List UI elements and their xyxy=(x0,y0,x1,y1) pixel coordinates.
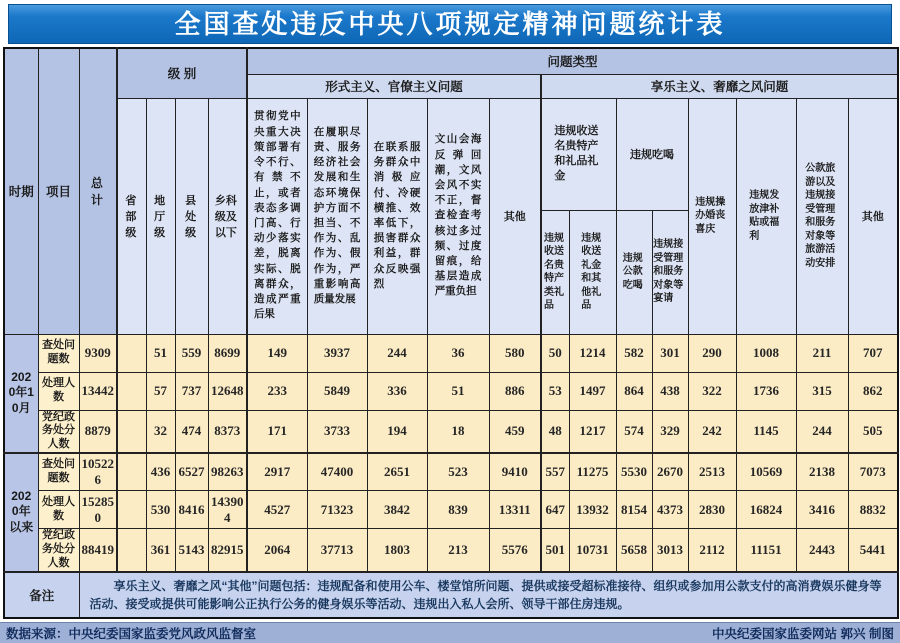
data-cell: 707 xyxy=(848,334,898,372)
data-cell: 886 xyxy=(489,372,541,410)
table-header xyxy=(4,48,898,334)
data-cell: 1736 xyxy=(736,372,796,410)
data-cell: 242 xyxy=(688,410,736,453)
data-cell: 559 xyxy=(175,334,208,372)
data-cell: 211 xyxy=(796,334,848,372)
col-header-level-township xyxy=(208,98,247,334)
data-cell xyxy=(117,529,146,572)
data-cell: 647 xyxy=(541,491,569,529)
table-row xyxy=(4,372,898,410)
data-cell: 12648 xyxy=(208,372,247,410)
data-cell: 2443 xyxy=(796,529,848,572)
col-header-formalism-4 xyxy=(427,98,489,334)
data-cell: 361 xyxy=(146,529,175,572)
row-label: 查处问题数 xyxy=(38,453,79,491)
data-cell: 244 xyxy=(796,410,848,453)
formalism-2-label: 在履职尽责、服务经济社会发展和生态环境保护方面不担当、不作为、乱作为、假作为，严重影响高质量发展 xyxy=(313,125,361,306)
row-label: 党纪政务处分人数 xyxy=(38,529,79,572)
data-cell: 53 xyxy=(541,372,569,410)
table-row xyxy=(4,529,898,572)
note-label: 备注 xyxy=(4,572,79,618)
data-cell xyxy=(117,334,146,372)
data-cell: 11151 xyxy=(736,529,796,572)
col-group-formalism: 形式主义、官僚主义问题 xyxy=(247,74,541,98)
note-row xyxy=(4,572,898,618)
chart-credit: 中央纪委国家监委网站 郭兴 制图 xyxy=(712,626,894,641)
weddings-funerals-label: 违规操办婚丧喜庆 xyxy=(695,196,726,235)
data-cell: 557 xyxy=(541,453,569,491)
col-header-formalism-3 xyxy=(367,98,427,334)
data-cell: 737 xyxy=(175,372,208,410)
data-source: 数据来源：中央纪委国家监委党风政风监督室 xyxy=(6,626,257,641)
table-body xyxy=(4,334,898,618)
level-township-label: 乡科级及以下 xyxy=(214,195,237,239)
col-group-problem-type: 问题类型 xyxy=(247,48,898,74)
col-header-period: 时期 xyxy=(4,48,38,334)
data-cell: 6527 xyxy=(175,453,208,491)
row-label: 处理人数 xyxy=(38,491,79,529)
data-cell xyxy=(117,453,146,491)
data-cell: 474 xyxy=(175,410,208,453)
data-cell: 233 xyxy=(247,372,307,410)
col-header-level-prefecture xyxy=(146,98,175,334)
data-cell: 71323 xyxy=(307,491,367,529)
data-cell: 459 xyxy=(489,410,541,453)
gift-cash-label: 违规收送礼金和其他礼品 xyxy=(581,232,602,311)
data-cell: 3842 xyxy=(367,491,427,529)
data-cell: 2670 xyxy=(652,453,688,491)
data-cell: 11275 xyxy=(569,453,616,491)
data-cell: 3013 xyxy=(652,529,688,572)
data-cell: 3733 xyxy=(307,410,367,453)
data-cell xyxy=(117,491,146,529)
data-cell: 301 xyxy=(652,334,688,372)
period-cell: 2020年以来 xyxy=(4,453,38,572)
data-cell: 580 xyxy=(489,334,541,372)
data-cell xyxy=(117,372,146,410)
data-cell: 315 xyxy=(796,372,848,410)
period-cell: 2020年10月 xyxy=(4,334,38,453)
col-header-gift-cash xyxy=(569,210,616,334)
table-row xyxy=(4,410,898,453)
data-cell: 2513 xyxy=(688,453,736,491)
data-cell: 5441 xyxy=(848,529,898,572)
row-label: 党纪政务处分人数 xyxy=(38,410,79,453)
data-cell xyxy=(117,410,146,453)
data-cell: 505 xyxy=(848,410,898,453)
data-cell: 57 xyxy=(146,372,175,410)
table-row xyxy=(4,453,898,491)
data-cell: 82915 xyxy=(208,529,247,572)
data-cell: 438 xyxy=(652,372,688,410)
data-cell: 322 xyxy=(688,372,736,410)
level-county-label: 县处级 xyxy=(185,195,197,239)
data-cell: 51 xyxy=(427,372,489,410)
data-cell: 88419 xyxy=(79,529,117,572)
data-cell: 864 xyxy=(616,372,652,410)
data-cell: 1214 xyxy=(569,334,616,372)
data-cell: 2830 xyxy=(688,491,736,529)
data-cell: 9309 xyxy=(79,334,117,372)
col-header-gift-specialty xyxy=(541,210,569,334)
data-cell: 2112 xyxy=(688,529,736,572)
data-cell: 523 xyxy=(427,453,489,491)
data-cell: 1497 xyxy=(569,372,616,410)
data-cell: 582 xyxy=(616,334,652,372)
data-cell: 3416 xyxy=(796,491,848,529)
row-label: 查处问题数 xyxy=(38,334,79,372)
table-row xyxy=(4,334,898,372)
data-cell: 8416 xyxy=(175,491,208,529)
col-header-dining-public-funds xyxy=(616,210,652,334)
col-header-level-county xyxy=(175,98,208,334)
data-cell: 290 xyxy=(688,334,736,372)
col-group-hedonism: 享乐主义、奢靡之风问题 xyxy=(541,74,898,98)
data-cell: 8832 xyxy=(848,491,898,529)
data-cell: 51 xyxy=(146,334,175,372)
col-header-hedonism-other: 其他 xyxy=(848,98,898,334)
col-header-formalism-other: 其他 xyxy=(489,98,541,334)
note-text: 享乐主义、奢靡之风“其他”问题包括：违规配备和使用公车、楼堂馆所问题、提供或接受超标准接待、组织或参加用公款支付的高消费娱乐健身等活动、接受或提供可能影响公正执行公务的健身娱乐等活动、违规出入私人会所、领导干部住房违规。 xyxy=(79,572,898,618)
data-cell: 48 xyxy=(541,410,569,453)
data-cell: 9410 xyxy=(489,453,541,491)
header-row-subgroups xyxy=(4,98,898,210)
data-cell: 1803 xyxy=(367,529,427,572)
data-cell: 2138 xyxy=(796,453,848,491)
data-cell: 7073 xyxy=(848,453,898,491)
dining-public-funds-label: 违规公款吃喝 xyxy=(622,252,643,291)
data-cell: 2917 xyxy=(247,453,307,491)
level-province-label: 省部级 xyxy=(125,195,137,239)
data-cell: 194 xyxy=(367,410,427,453)
data-cell: 5143 xyxy=(175,529,208,572)
col-header-total-label: 总计 xyxy=(90,176,103,208)
data-cell: 501 xyxy=(541,529,569,572)
data-cell: 574 xyxy=(616,410,652,453)
gifts-group-label: 违规收送名贵特产和礼品礼金 xyxy=(554,125,599,182)
col-header-level-province xyxy=(117,98,146,334)
data-cell: 244 xyxy=(367,334,427,372)
header-row-groups xyxy=(4,48,898,74)
data-cell: 32 xyxy=(146,410,175,453)
data-cell: 530 xyxy=(146,491,175,529)
table-row xyxy=(4,491,898,529)
data-cell: 436 xyxy=(146,453,175,491)
formalism-3-label: 在联系服务群众中消极应付、冷硬横推、效率低下，损害群众利益，群众反映强烈 xyxy=(373,140,421,290)
formalism-4-label: 文山会海反弹回潮，文风会风不实不正，督查检查考核过多过频、过度留痕，给基层造成严重负担 xyxy=(434,133,482,298)
data-cell: 5658 xyxy=(616,529,652,572)
data-cell: 4373 xyxy=(652,491,688,529)
data-cell: 36 xyxy=(427,334,489,372)
dining-banquets-label: 违规接受管理和服务对象等宴请 xyxy=(653,239,684,305)
data-cell: 3937 xyxy=(307,334,367,372)
statistics-table xyxy=(3,47,899,619)
data-cell: 13932 xyxy=(569,491,616,529)
data-cell: 171 xyxy=(247,410,307,453)
data-cell: 8699 xyxy=(208,334,247,372)
data-cell: 50 xyxy=(541,334,569,372)
page-title: 全国查处违反中央八项规定精神问题统计表 xyxy=(8,4,892,44)
data-cell: 4527 xyxy=(247,491,307,529)
col-header-dining-banquets xyxy=(652,210,688,334)
col-header-formalism-2 xyxy=(307,98,367,334)
data-cell: 839 xyxy=(427,491,489,529)
allowances-label: 违规发放津补贴或福利 xyxy=(749,190,780,242)
data-cell: 336 xyxy=(367,372,427,410)
data-cell: 149 xyxy=(247,334,307,372)
data-cell: 2651 xyxy=(367,453,427,491)
data-cell: 16824 xyxy=(736,491,796,529)
data-cell: 1145 xyxy=(736,410,796,453)
level-prefecture-label: 地厅级 xyxy=(154,195,166,239)
col-header-total xyxy=(79,48,117,334)
data-cell: 8879 xyxy=(79,410,117,453)
data-cell: 1008 xyxy=(736,334,796,372)
data-cell: 47400 xyxy=(307,453,367,491)
col-header-item: 项目 xyxy=(38,48,79,334)
data-cell: 5576 xyxy=(489,529,541,572)
col-group-dining: 违规吃喝 xyxy=(616,98,688,210)
col-header-weddings-funerals xyxy=(688,98,736,334)
col-group-gifts xyxy=(541,98,616,210)
data-cell: 2064 xyxy=(247,529,307,572)
col-group-level: 级 别 xyxy=(117,48,247,98)
gift-specialty-label: 违规收送名贵特产类礼品 xyxy=(544,232,565,311)
data-cell: 13442 xyxy=(79,372,117,410)
data-cell: 862 xyxy=(848,372,898,410)
data-cell: 143904 xyxy=(208,491,247,529)
data-cell: 1217 xyxy=(569,410,616,453)
data-cell: 105226 xyxy=(79,453,117,491)
col-header-allowances xyxy=(736,98,796,334)
data-cell: 8373 xyxy=(208,410,247,453)
data-cell: 5530 xyxy=(616,453,652,491)
data-cell: 13311 xyxy=(489,491,541,529)
col-header-public-funded-travel xyxy=(796,98,848,334)
formalism-1-label: 贯彻党中央重大决策部署有令不行、有禁不止，或者表态多调门高、行动少落实差，脱离实际、脱离群众，造成严重后果 xyxy=(253,110,301,321)
data-cell: 213 xyxy=(427,529,489,572)
data-cell: 5849 xyxy=(307,372,367,410)
data-cell: 8154 xyxy=(616,491,652,529)
footer-bar xyxy=(0,622,900,643)
data-cell: 329 xyxy=(652,410,688,453)
row-label: 处理人数 xyxy=(38,372,79,410)
public-funded-travel-label: 公款旅游以及违规接受管理和服务对象等旅游活动安排 xyxy=(805,163,836,269)
data-cell: 152850 xyxy=(79,491,117,529)
data-cell: 10569 xyxy=(736,453,796,491)
col-header-formalism-1 xyxy=(247,98,307,334)
data-cell: 10731 xyxy=(569,529,616,572)
data-cell: 18 xyxy=(427,410,489,453)
data-cell: 98263 xyxy=(208,453,247,491)
data-cell: 37713 xyxy=(307,529,367,572)
